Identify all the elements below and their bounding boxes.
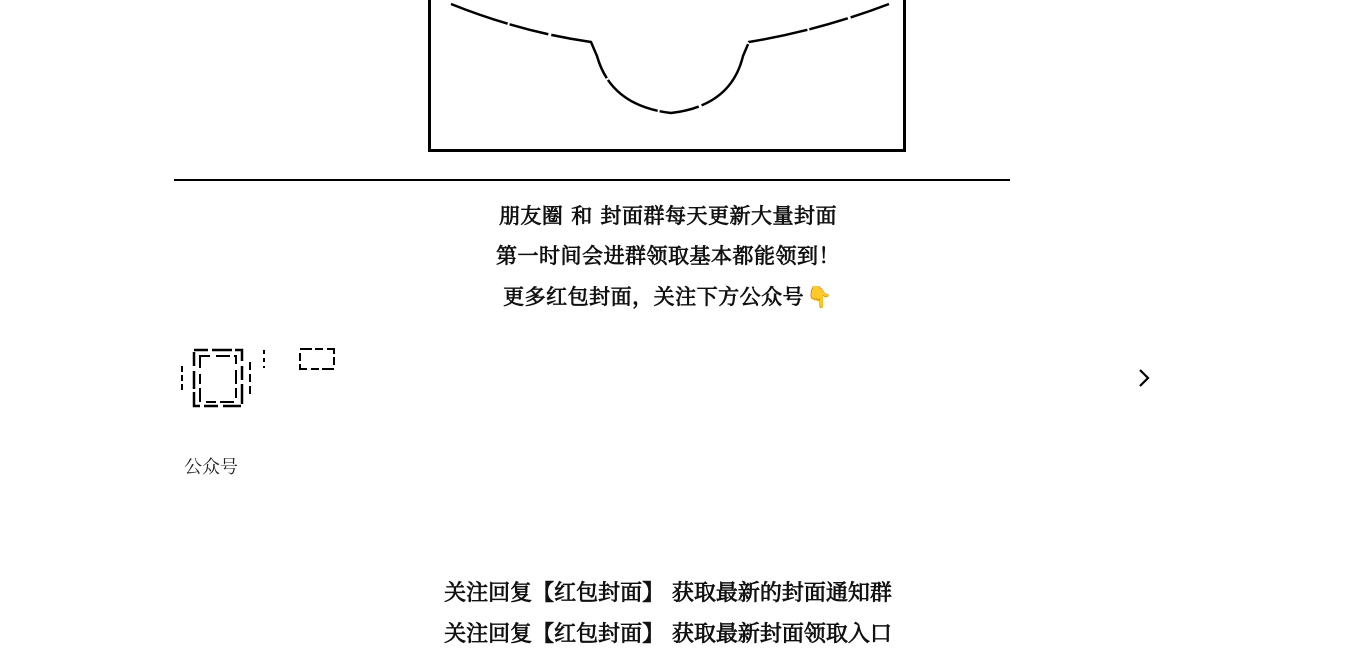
promo-line-3-text: 更多红包封面，关注下方公众号 [503,285,805,309]
account-type-label: 公众号 [184,457,238,478]
official-account-card[interactable] [174,338,1162,488]
red-envelope-cover-image [428,0,906,152]
envelope-flap-icon [431,0,909,152]
section-divider [174,179,1010,181]
chevron-right-icon[interactable] [1134,366,1154,390]
footer-line-2: 关注回复【红包封面】 获取最新封面领取入口 [444,622,892,647]
account-name [262,348,342,372]
promo-line-1: 朋友圈 和 封面群每天更新大量封面 [498,204,838,228]
promo-line-3 [174,283,1162,311]
promo-line-2: 第一时间会进群领取基本都能领到！ [496,244,840,268]
pointing-down-icon: 👇 [806,285,833,309]
footer-line-1: 关注回复【红包封面】 获取最新的封面通知群 [444,581,892,606]
account-avatar [180,348,252,408]
